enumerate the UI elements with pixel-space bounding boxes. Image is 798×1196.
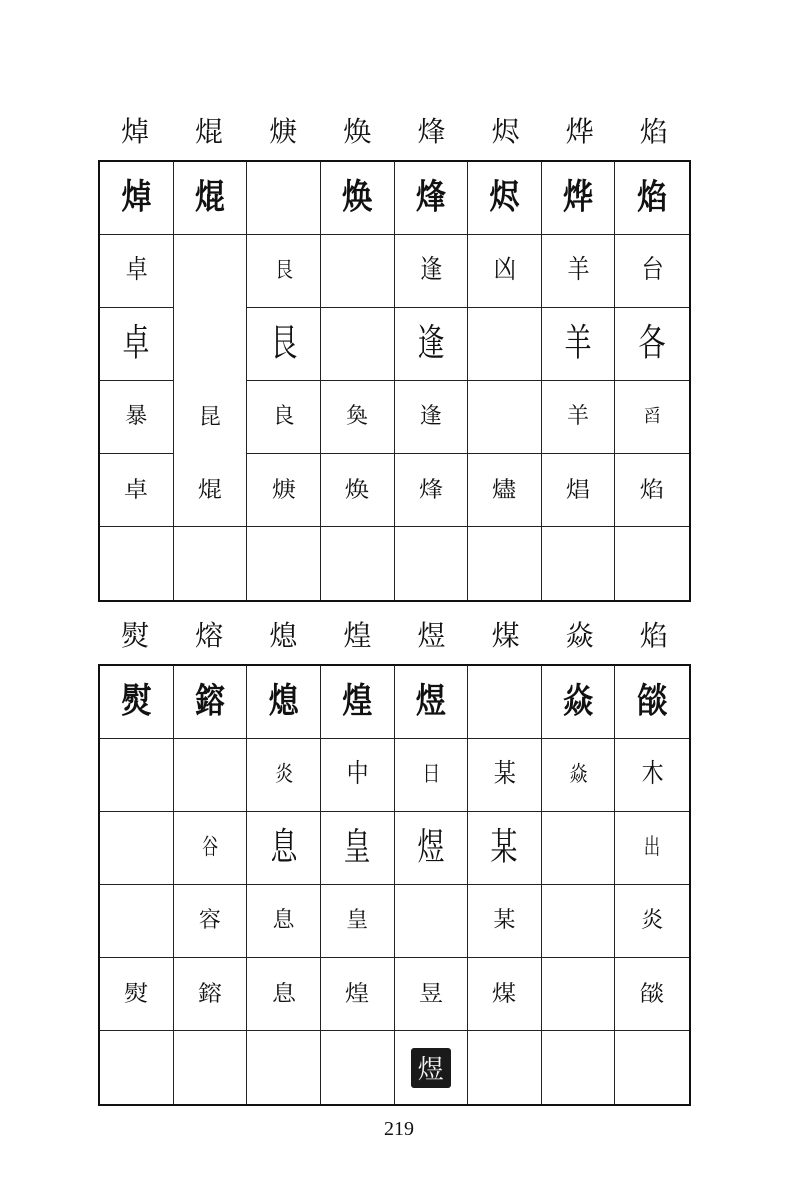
- bamboo-glyph: 良: [272, 404, 295, 429]
- clerical-glyph: 昱: [418, 981, 443, 1006]
- oracle-glyph: 卓: [125, 255, 147, 286]
- seal-glyph: 烬: [489, 177, 520, 218]
- glyph-cell: [100, 527, 174, 600]
- bronze-glyph: 息: [270, 825, 298, 870]
- seal-stamp: [411, 1048, 451, 1088]
- glyph-cell: [100, 162, 174, 235]
- glyph-cell: [542, 235, 616, 308]
- bamboo-glyph: 羊: [567, 404, 590, 429]
- glyph-cell: [247, 885, 321, 958]
- bronze-glyph: 各: [638, 321, 666, 366]
- glyph-cell: [174, 812, 248, 885]
- column-header: 煤: [491, 619, 520, 652]
- character-table-block-2: [98, 608, 691, 1106]
- bamboo-glyph: 奐: [346, 404, 369, 429]
- glyph-cell: [321, 162, 395, 235]
- oracle-glyph: 焱: [569, 761, 587, 787]
- header-row: [98, 104, 691, 160]
- bamboo-glyph: 炎: [641, 908, 664, 933]
- glyph-cell: [321, 666, 395, 739]
- glyph-cell: [174, 958, 248, 1031]
- glyph-cell: [542, 308, 616, 381]
- column-header: 焯: [121, 115, 150, 148]
- clerical-glyph: 焻: [565, 477, 591, 502]
- glyph-cell: [100, 958, 174, 1031]
- bamboo-glyph: 皇: [346, 908, 369, 933]
- glyph-cell: [174, 454, 248, 527]
- glyph-cell: [174, 885, 248, 958]
- bamboo-glyph: 昆: [198, 404, 221, 430]
- glyph-cell: [615, 958, 689, 1031]
- glyph-cell: [321, 958, 395, 1031]
- column-header: 焰: [639, 619, 668, 652]
- glyph-cell: [395, 885, 469, 958]
- glyph-cell: [615, 162, 689, 235]
- glyph-grid: [98, 664, 691, 1106]
- glyph-cell: [100, 739, 174, 812]
- bronze-glyph: 艮: [270, 321, 298, 366]
- glyph-cell: [468, 308, 542, 381]
- bamboo-glyph: 暴: [125, 404, 148, 429]
- glyph-cell: [321, 1031, 395, 1104]
- seal-glyph: 煌: [342, 681, 373, 722]
- seal-glyph: 焰: [637, 177, 668, 218]
- glyph-cell: [174, 162, 248, 235]
- column-header: 焕: [343, 115, 372, 148]
- glyph-cell: [468, 235, 542, 308]
- clerical-glyph: 焿: [271, 477, 296, 502]
- page-number: 219: [384, 1118, 414, 1140]
- glyph-cell: [468, 162, 542, 235]
- glyph-cell: [247, 162, 321, 235]
- bronze-glyph: 羊: [564, 321, 592, 366]
- column-header: 煜: [417, 619, 446, 652]
- glyph-cell: [615, 885, 689, 958]
- glyph-cell: [542, 1031, 616, 1104]
- clerical-glyph: 鎔: [197, 981, 223, 1006]
- glyph-cell: [395, 958, 469, 1031]
- glyph-cell: [174, 308, 248, 381]
- bamboo-glyph: 息: [272, 908, 295, 933]
- character-table-block-1: [98, 104, 691, 602]
- oracle-glyph: 逢: [420, 255, 442, 286]
- glyph-cell: [100, 381, 174, 454]
- column-header: 焱: [565, 619, 594, 652]
- bronze-glyph: 出: [644, 834, 661, 861]
- glyph-cell: [247, 454, 321, 527]
- clerical-glyph: 燼: [492, 477, 517, 502]
- clerical-glyph: 煤: [492, 981, 517, 1006]
- glyph-cell: [321, 527, 395, 600]
- seal-glyph: 焜: [194, 177, 225, 218]
- glyph-cell: [542, 739, 616, 812]
- oracle-glyph: 艮: [275, 257, 293, 283]
- column-header: 焿: [269, 115, 298, 148]
- bamboo-glyph: 逢: [419, 404, 442, 429]
- glyph-cell: [468, 739, 542, 812]
- column-header: 烬: [491, 115, 520, 148]
- glyph-cell: [174, 666, 248, 739]
- glyph-cell: [468, 1031, 542, 1104]
- bronze-glyph: 煜: [417, 825, 445, 870]
- glyph-cell: [321, 235, 395, 308]
- bronze-glyph: 谷: [201, 834, 219, 861]
- clerical-glyph: 焜: [197, 477, 223, 502]
- glyph-cell: [247, 527, 321, 600]
- glyph-cell: [542, 381, 616, 454]
- glyph-cell: [321, 381, 395, 454]
- glyph-cell: [615, 381, 689, 454]
- bronze-glyph: 皇: [343, 825, 371, 870]
- glyph-cell: [395, 381, 469, 454]
- glyph-cell: [247, 1031, 321, 1104]
- glyph-cell: [100, 885, 174, 958]
- bronze-glyph: 某: [490, 825, 518, 870]
- clerical-glyph: 焕: [345, 477, 370, 502]
- glyph-cell: [468, 527, 542, 600]
- glyph-cell: [395, 739, 469, 812]
- glyph-cell: [615, 454, 689, 527]
- column-header: 熄: [269, 619, 298, 652]
- glyph-cell: [395, 1031, 469, 1104]
- glyph-cell: [468, 381, 542, 454]
- glyph-cell: [174, 235, 248, 308]
- glyph-cell: [247, 666, 321, 739]
- glyph-cell: [615, 666, 689, 739]
- glyph-cell: [542, 812, 616, 885]
- clerical-glyph: 焰: [640, 477, 665, 502]
- column-header: 烨: [565, 115, 594, 148]
- glyph-cell: [615, 308, 689, 381]
- glyph-cell: [174, 739, 248, 812]
- glyph-cell: [100, 235, 174, 308]
- seal-glyph: 熄: [268, 681, 299, 722]
- glyph-cell: [395, 308, 469, 381]
- column-header: 熨: [121, 619, 150, 652]
- glyph-grid: [98, 160, 691, 602]
- oracle-glyph: 中: [346, 759, 368, 790]
- bronze-glyph: 卓: [122, 321, 150, 366]
- clerical-glyph: 息: [271, 981, 296, 1006]
- seal-glyph: 焯: [121, 177, 152, 218]
- glyph-cell: [321, 454, 395, 527]
- glyph-cell: [468, 812, 542, 885]
- glyph-cell: [395, 812, 469, 885]
- glyph-cell: [542, 454, 616, 527]
- oracle-glyph: 某: [493, 759, 515, 790]
- glyph-cell: [542, 527, 616, 600]
- glyph-cell: [615, 739, 689, 812]
- seal-glyph: 烽: [415, 177, 446, 218]
- glyph-cell: [174, 527, 248, 600]
- glyph-cell: [100, 454, 174, 527]
- clerical-glyph: 熨: [124, 981, 149, 1006]
- bamboo-glyph: 舀: [643, 406, 662, 427]
- glyph-cell: [247, 812, 321, 885]
- oracle-glyph: 羊: [567, 255, 589, 286]
- glyph-cell: [100, 812, 174, 885]
- glyph-cell: [542, 885, 616, 958]
- column-header: 烽: [417, 115, 446, 148]
- glyph-cell: [247, 958, 321, 1031]
- oracle-glyph: 炎: [275, 761, 293, 787]
- bronze-glyph: 逢: [417, 321, 445, 366]
- glyph-cell: [395, 162, 469, 235]
- seal-glyph: 烨: [563, 177, 594, 218]
- glyph-cell: [247, 739, 321, 812]
- glyph-cell: [615, 1031, 689, 1104]
- glyph-cell: [395, 235, 469, 308]
- oracle-glyph: 凶: [493, 255, 515, 286]
- glyph-cell: [247, 235, 321, 308]
- glyph-cell: [321, 739, 395, 812]
- glyph-cell: [615, 812, 689, 885]
- oracle-glyph: 台: [641, 255, 663, 286]
- glyph-cell: [321, 812, 395, 885]
- seal-glyph: 燄: [637, 681, 668, 722]
- seal-glyph: 煜: [415, 681, 446, 722]
- glyph-cell: [100, 1031, 174, 1104]
- glyph-cell: [542, 958, 616, 1031]
- glyph-cell: [395, 527, 469, 600]
- glyph-cell: [321, 885, 395, 958]
- glyph-cell: [615, 235, 689, 308]
- glyph-cell: [468, 958, 542, 1031]
- glyph-cell: [247, 308, 321, 381]
- glyph-cell: [100, 666, 174, 739]
- seal-glyph: 熨: [121, 681, 152, 722]
- column-header: 煌: [343, 619, 372, 652]
- glyph-cell: [395, 666, 469, 739]
- glyph-cell: [174, 381, 248, 454]
- glyph-cell: [468, 454, 542, 527]
- clerical-glyph: 烽: [418, 477, 443, 502]
- oracle-glyph: 日: [422, 761, 440, 787]
- column-header: 焰: [639, 115, 668, 148]
- glyph-cell: [468, 885, 542, 958]
- glyph-cell: [247, 381, 321, 454]
- oracle-glyph: 木: [641, 759, 663, 790]
- glyph-cell: [542, 162, 616, 235]
- column-header: 焜: [195, 115, 224, 148]
- glyph-cell: [615, 527, 689, 600]
- seal-glyph: 焕: [342, 177, 373, 218]
- glyph-cell: [321, 308, 395, 381]
- clerical-glyph: 燄: [640, 981, 665, 1006]
- glyph-cell: [468, 666, 542, 739]
- seal-glyph: 鎔: [194, 681, 225, 722]
- bamboo-glyph: 某: [493, 908, 516, 933]
- glyph-cell: [395, 454, 469, 527]
- bamboo-glyph: 容: [198, 908, 221, 933]
- header-row: [98, 608, 691, 664]
- column-header: 熔: [195, 619, 224, 652]
- clerical-glyph: 煌: [345, 981, 370, 1006]
- seal-glyph: 焱: [563, 681, 594, 722]
- clerical-glyph: 卓: [124, 477, 149, 502]
- glyph-cell: [174, 1031, 248, 1104]
- seal-stamp-glyph: 煜: [417, 1055, 444, 1085]
- glyph-cell: [542, 666, 616, 739]
- glyph-cell: [100, 308, 174, 381]
